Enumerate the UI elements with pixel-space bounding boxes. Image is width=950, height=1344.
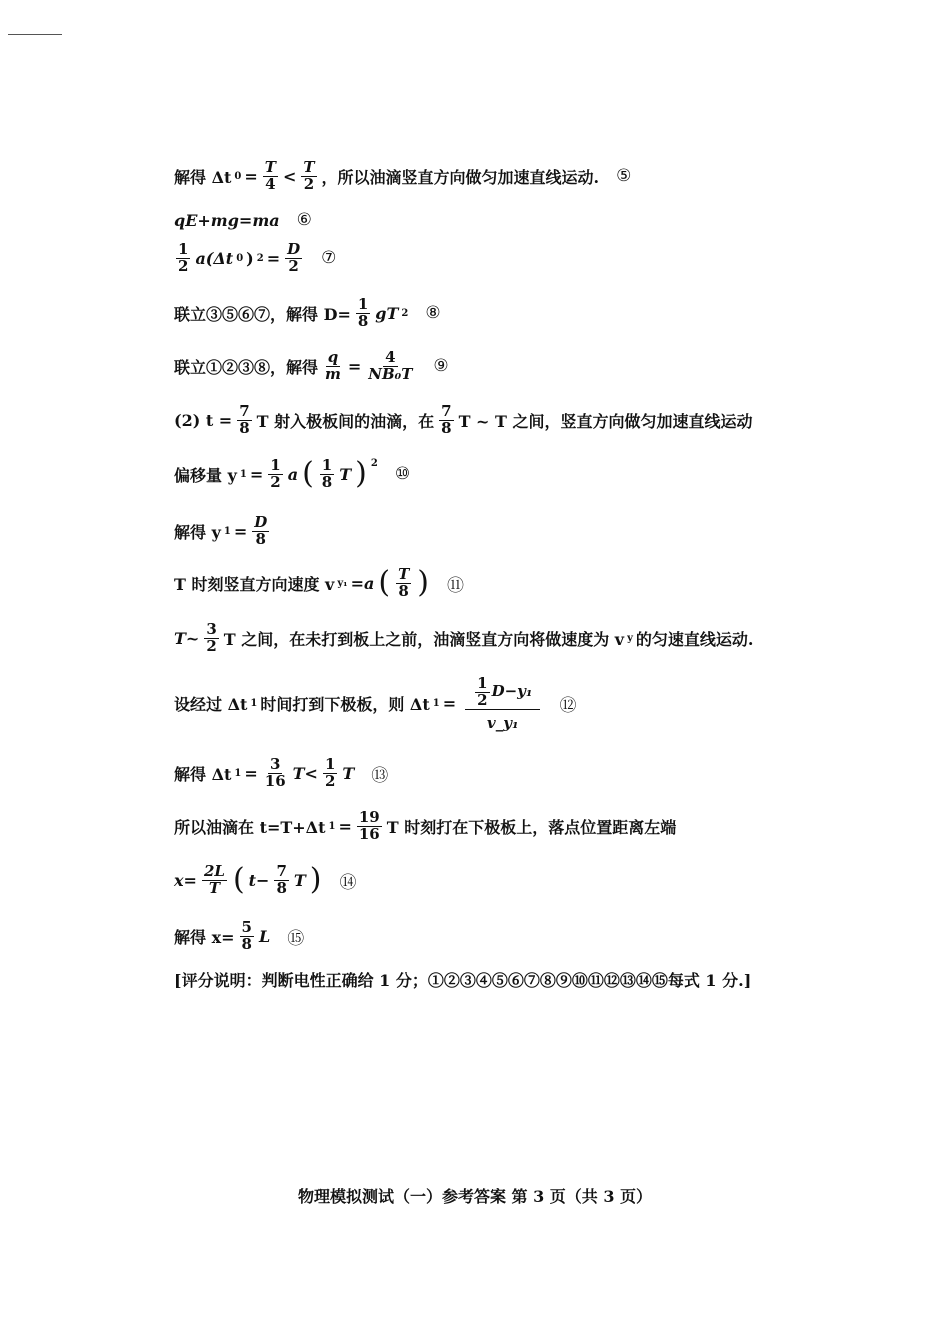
fraction [263,757,288,790]
denominator: v_y₁ [487,713,519,732]
subscript: 1 [234,767,242,779]
subscript: 0 [234,170,242,182]
denominator: 8 [357,311,369,330]
text: = [338,816,352,836]
solution-line-14 [174,864,357,897]
fraction [202,864,227,897]
subscript: 1 [239,468,247,480]
fraction [323,757,337,790]
numerator: 4 [385,348,396,366]
text: [评分说明：判断电性正确给 1 分；①②③④⑤⑥⑦⑧⑨⑩⑪⑫⑬⑭⑮每式 1 分.] [174,971,752,990]
numerator: 3 [206,620,217,638]
solution-line-12 [174,757,388,790]
text: 偏移量 y [174,465,237,485]
text: T [339,464,352,484]
numerator: 1 [321,456,333,474]
numerator: 3 [269,755,281,773]
fraction [357,810,382,843]
text: = [244,166,258,186]
text: D−y₁ [491,682,533,701]
numerator: D [254,513,268,531]
numerator: T [303,158,315,176]
text: 联立③⑤⑥⑦，解得 D= [174,304,351,324]
text: T [293,870,306,890]
denominator: 2 [477,690,488,709]
fraction [263,160,278,193]
denominator: 8 [276,878,287,897]
numerator: 1 [477,674,488,692]
text: = [244,763,258,783]
numerator: 2L [203,862,225,880]
fraction [356,297,370,330]
solution-line-7 [174,458,410,491]
text: 解得 Δt [174,167,232,187]
text: 设经过 Δt [174,695,248,715]
denominator: 8 [239,418,250,437]
text: = [266,248,281,268]
right-paren: ) [309,862,322,898]
text: =a [350,573,375,593]
denominator: T [208,878,221,897]
subscript: 1 [223,525,231,537]
numerator: 1 [324,755,336,773]
solution-line-9 [174,567,464,600]
text: T ~ T 之间，竖直方向做匀加速直线运动 [458,411,753,431]
numerator [465,676,540,710]
text: T 时刻打在下极板上，落点位置距离左端 [386,817,677,837]
equation: qE+mg=ma [174,210,280,230]
right-paren: ) [417,565,429,601]
fraction [301,160,316,193]
denominator: 2 [324,771,336,790]
inner-fraction [475,676,489,709]
superscript: 2 [370,458,378,469]
subscript: y₁ [337,577,348,589]
fraction [268,458,282,491]
subscript: 1 [328,820,336,832]
denominator: 8 [441,418,452,437]
text: gT [375,303,399,323]
equation-number: ⑫ [559,696,577,717]
text: 解得 y [174,522,221,542]
fraction [366,350,414,383]
denominator: 16 [264,771,286,790]
denominator: 2 [206,636,217,655]
text: (2) t = [174,410,233,430]
fraction [204,622,218,655]
text: = [347,356,362,376]
numerator: 1 [357,295,369,313]
numerator: 7 [441,402,452,420]
solution-line-1 [174,160,631,193]
text: t− [248,870,270,890]
equation-number: ⑩ [394,464,411,485]
fraction [285,242,302,275]
text: 的匀速直线运动. [635,629,754,649]
text: = [249,464,264,484]
right-paren: ) [355,456,367,492]
superscript: 2 [401,307,409,319]
text: T 之间，在未打到板上之前，油滴竖直方向将做速度为 v [223,629,625,649]
text: = [233,521,248,541]
grading-note [174,968,751,991]
fraction [323,350,343,383]
subscript: 1 [250,698,258,710]
fraction [439,404,453,437]
text: ，所以油滴竖直方向做匀加速直线运动. [321,167,600,187]
text: T [342,763,355,783]
text: 解得 x= [174,927,235,947]
subscript: 0 [236,252,244,264]
numerator: 5 [241,918,252,936]
text: L [258,926,271,946]
denominator: 8 [255,529,266,548]
page-footer: 物理模拟测试（一）参考答案 第 3 页（共 3 页） [297,1187,653,1206]
equation-number: ⑮ [287,928,305,949]
text: a [287,464,299,484]
solution-line-8 [174,515,271,548]
denominator: 8 [398,581,409,600]
fraction [176,242,190,275]
denominator: 4 [265,174,276,193]
equation-number: ⑤ [616,166,632,187]
numerator: D [287,240,301,258]
numerator: 1 [178,240,189,258]
solution-line-3 [174,242,336,275]
text: T< [292,763,318,783]
solution-line-6 [174,404,753,437]
compound-fraction [465,676,540,731]
left-paren: ( [378,565,391,601]
text: T 时刻竖直方向速度 v [174,574,335,594]
denominator: 8 [321,472,333,491]
numerator: q [327,348,339,366]
left-paren: ( [302,456,314,492]
equation-number: ⑪ [446,575,464,596]
denominator: 8 [241,934,252,953]
denominator: m [325,364,341,383]
solution-line-13 [174,810,676,843]
equation-number: ⑬ [371,765,389,786]
equation-number: ⑭ [339,872,357,893]
text: x= [174,870,197,890]
denominator: 2 [270,472,281,491]
equation-number: ⑥ [296,210,312,230]
numerator: 19 [358,808,380,826]
fraction [237,404,251,437]
superscript: 2 [256,252,264,264]
subscript: 1 [432,698,440,710]
numerator: 7 [276,862,287,880]
solution-line-4 [174,297,441,330]
text: ) [246,248,254,268]
equation-number: ⑦ [321,248,337,269]
text: 解得 Δt [174,764,232,784]
solution-line-11 [174,676,576,731]
solution-line-15 [174,920,304,953]
fraction [320,458,334,491]
text: < [282,166,297,186]
text: = [442,694,457,714]
text: T 射入极板间的油滴，在 [256,411,435,431]
subscript: y [627,632,633,644]
denominator: 16 [358,824,380,843]
text: 所以油滴在 t=T+Δt [174,817,326,837]
text: T~ [174,628,200,648]
denominator: 2 [178,256,189,275]
denominator: 2 [288,256,299,275]
fraction [240,920,254,953]
equation-number: ⑨ [433,356,449,377]
numerator: T [264,158,276,176]
text: 联立①②③⑧，解得 [174,357,319,377]
text: 时间打到下极板，则 Δt [260,695,430,715]
fraction [252,515,269,548]
solution-line-5 [174,350,449,383]
numerator: T [398,565,410,583]
denominator: 2 [303,174,315,193]
equation-number: ⑧ [425,303,441,324]
text: a(Δt [195,248,234,268]
fraction [274,864,288,897]
fraction [396,567,411,600]
solution-line-2 [174,210,312,230]
numerator: 1 [270,456,281,474]
scan-corner-line [8,34,62,35]
denominator: NB₀T [368,364,413,383]
solution-line-10 [174,622,754,655]
numerator: 7 [239,402,250,420]
left-paren: ( [232,862,245,898]
